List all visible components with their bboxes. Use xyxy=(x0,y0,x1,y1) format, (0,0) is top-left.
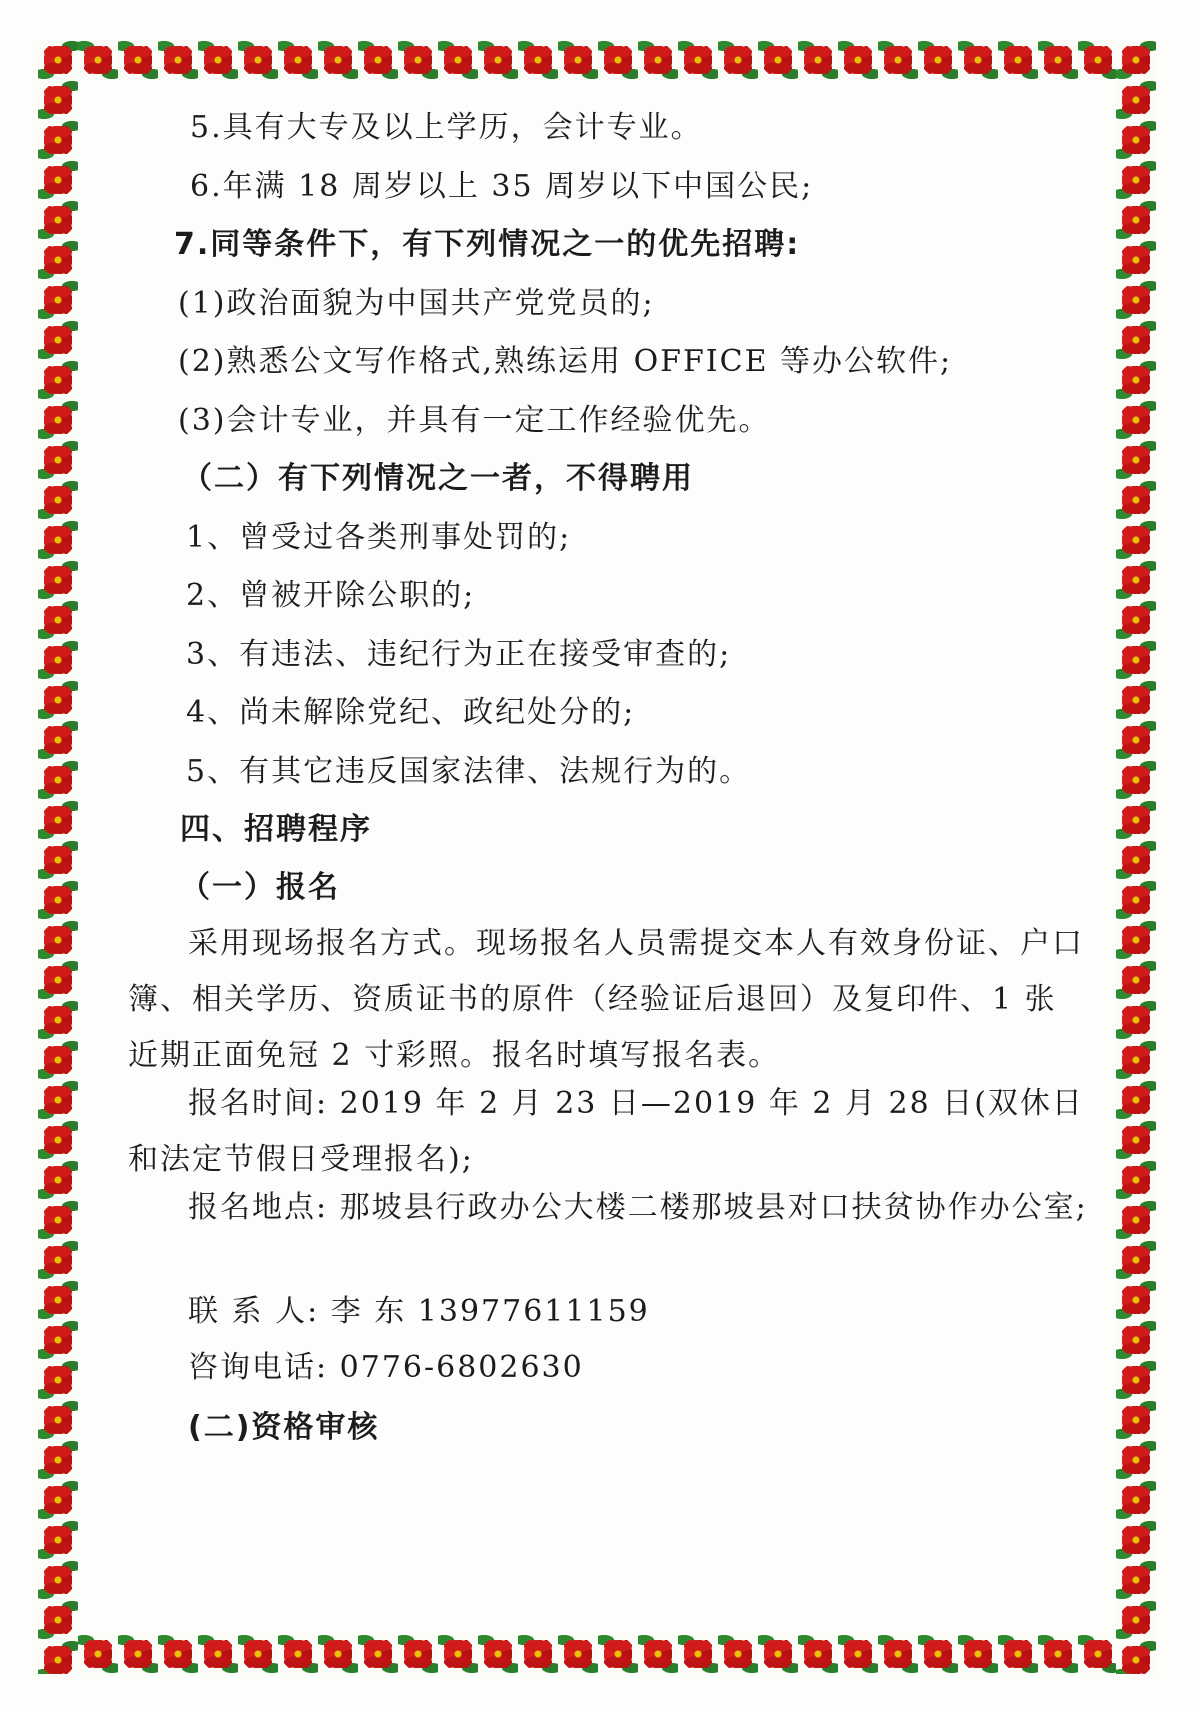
poinsettia-border-right xyxy=(1116,40,1156,1674)
preference-item-2: (2)熟悉公文写作格式,熟练运用 OFFICE 等办公软件; xyxy=(178,344,953,379)
requirement-item-5: 5.具有大专及以上学历，会计专业。 xyxy=(190,110,703,145)
contact-person: 联 系 人: 李 东 13977611159 xyxy=(188,1294,650,1329)
preference-item-1: (1)政治面貌为中国共产党党员的; xyxy=(178,286,655,321)
section-heading-procedure: 四、招聘程序 xyxy=(180,812,372,847)
exclusion-item: 4、尚未解除党纪、政纪处分的; xyxy=(186,695,636,730)
exclusion-item: 1、曾受过各类刑事处罚的; xyxy=(186,520,572,555)
signup-place-paragraph: 报名地点: 那坡县行政办公大楼二楼那坡县对口扶贫协作办公室; xyxy=(188,1190,1088,1225)
exclusion-item: 2、曾被开除公职的; xyxy=(186,578,476,613)
poinsettia-border-top xyxy=(38,40,1156,80)
exclusion-heading: （二）有下列情况之一者，不得聘用 xyxy=(182,461,694,496)
signup-paragraph: 采用现场报名方式。现场报名人员需提交本人有效身份证、户口簿、相关学历、资质证书的原件（经验证后退回）及复印件、1 张近期正面免冠 2 寸彩照。报名时填写报名表。 xyxy=(128,926,1084,1073)
requirement-item-6: 6.年满 18 周岁以上 35 周岁以下中国公民; xyxy=(190,169,814,204)
signup-heading: （一）报名 xyxy=(180,870,340,905)
signup-time-paragraph: 报名时间: 2019 年 2 月 23 日—2019 年 2 月 28 日(双休日和法定节假日受理报名); xyxy=(128,1086,1084,1177)
consult-phone: 咨询电话: 0776-6802630 xyxy=(188,1350,584,1385)
review-heading: (二)资格审核 xyxy=(188,1410,380,1445)
poinsettia-border-left xyxy=(38,40,78,1674)
exclusion-item: 5、有其它违反国家法律、法规行为的。 xyxy=(186,754,752,789)
requirement-item-7: 7.同等条件下，有下列情况之一的优先招聘: xyxy=(174,227,801,262)
poinsettia-border-bottom xyxy=(38,1634,1156,1674)
preference-item-3: (3)会计专业，并具有一定工作经验优先。 xyxy=(178,403,771,438)
exclusion-item: 3、有违法、违纪行为正在接受审查的; xyxy=(186,637,732,672)
